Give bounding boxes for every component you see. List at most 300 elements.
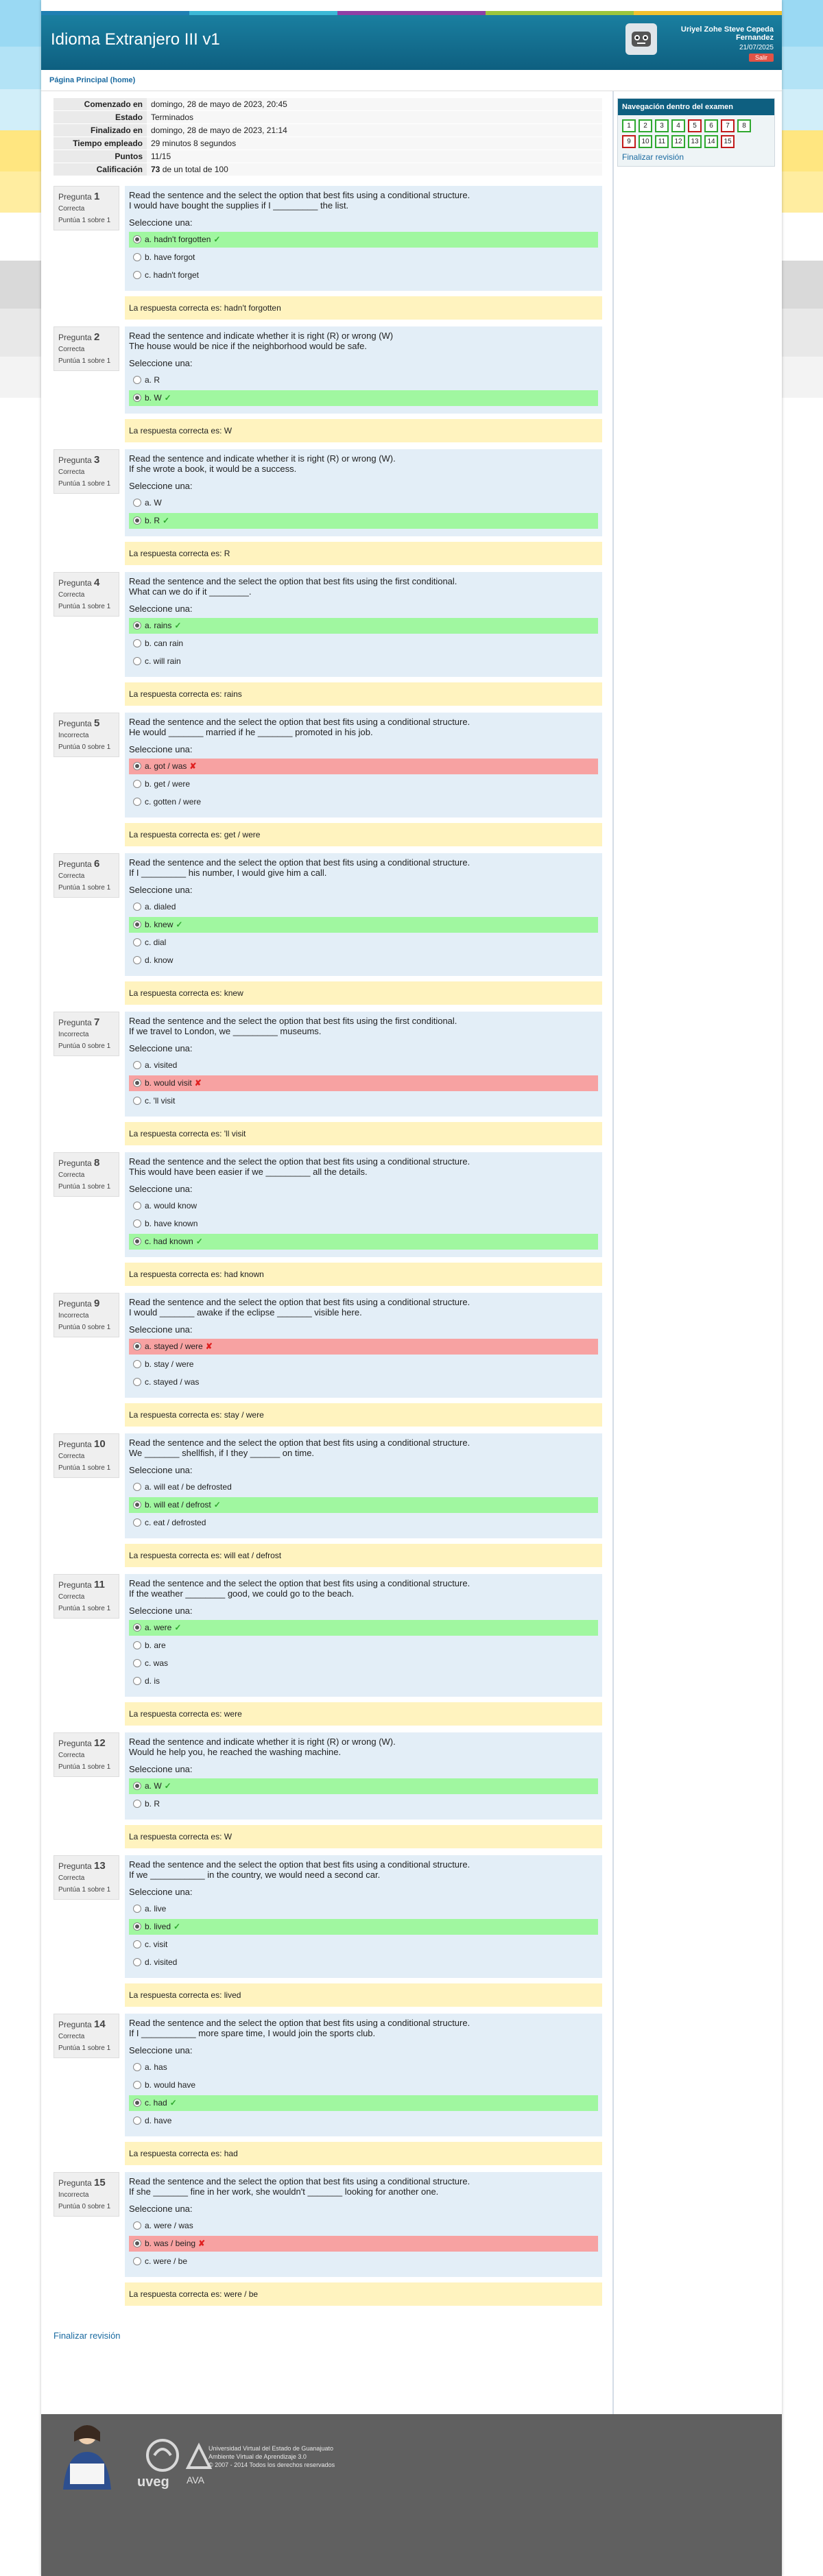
nav-question-12[interactable]: 12 <box>671 135 685 148</box>
column-divider <box>612 91 614 2495</box>
select-one-label: Seleccione una: <box>129 1465 193 1475</box>
answer-option[interactable] <box>129 250 598 265</box>
question-number-value: 14 <box>94 2018 106 2030</box>
question-info <box>53 1152 119 1197</box>
question-prompt <box>129 331 598 351</box>
radio-icon[interactable] <box>133 639 141 647</box>
radio-icon[interactable] <box>133 1079 141 1087</box>
answer-option[interactable] <box>129 1198 598 1214</box>
correct-answer-feedback <box>125 296 602 320</box>
radio-icon[interactable] <box>133 499 141 507</box>
select-one-label: Seleccione una: <box>129 604 193 614</box>
radio-icon[interactable] <box>133 1342 141 1350</box>
question-state: Correcta <box>58 1593 85 1601</box>
question-number <box>58 1860 119 1872</box>
answer-option-label: d. is <box>145 1676 160 1686</box>
question-prompt <box>129 190 598 211</box>
radio-icon[interactable] <box>133 235 141 243</box>
answer-option-label: c. had known <box>145 1237 193 1246</box>
question-grade: Puntúa 1 sobre 1 <box>58 1605 111 1612</box>
radio-icon[interactable] <box>133 956 141 964</box>
question-instruction: Read the sentence and the select the option that best fits using a conditional structure. <box>129 2176 470 2186</box>
answer-option[interactable] <box>129 2254 598 2269</box>
correct-answer-value: will eat / defrost <box>224 1551 282 1560</box>
answer-option[interactable] <box>129 1234 598 1250</box>
question-number <box>58 1579 119 1590</box>
question-word: Pregunta <box>58 333 92 342</box>
question-state: Correcta <box>58 1874 85 1882</box>
footer-line-1: Universidad Virtual del Estado de Guanajuato <box>208 2445 333 2452</box>
question-grade: Puntúa 1 sobre 1 <box>58 1763 111 1771</box>
question-prompt <box>129 1578 598 1599</box>
question-number-value: 11 <box>94 1579 105 1590</box>
question-sentence: If the weather ________ good, we could go to the beach. <box>129 1588 355 1599</box>
question-formulation <box>125 2014 602 2136</box>
radio-icon[interactable] <box>133 2116 141 2125</box>
correct-answer-prefix: La respuesta correcta es: <box>129 303 224 313</box>
answer-option-label: c. was <box>145 1658 169 1668</box>
answer-option-label: a. R <box>145 375 160 385</box>
question-info <box>53 1855 119 1900</box>
answer-option-label: b. lived <box>145 1922 171 1931</box>
radio-icon[interactable] <box>133 1061 141 1069</box>
question-state: Correcta <box>58 872 85 880</box>
radio-icon[interactable] <box>133 2063 141 2071</box>
question-10 <box>53 1433 608 1567</box>
radio-icon[interactable] <box>133 1940 141 1948</box>
radio-icon[interactable] <box>133 920 141 929</box>
radio-icon[interactable] <box>133 2081 141 2089</box>
question-info <box>53 186 119 230</box>
answer-option[interactable] <box>129 2218 598 2234</box>
question-grade: Puntúa 1 sobre 1 <box>58 1183 111 1191</box>
question-content <box>125 713 602 846</box>
answer-option-label: b. have forgot <box>145 252 195 262</box>
question-word: Pregunta <box>58 1440 92 1449</box>
radio-icon[interactable] <box>133 253 141 261</box>
correct-answer-prefix: La respuesta correcta es: <box>129 830 224 839</box>
question-number-value: 1 <box>94 191 100 202</box>
answer-option[interactable] <box>129 794 598 810</box>
nav-question-2[interactable]: 2 <box>639 119 652 132</box>
question-word: Pregunta <box>58 859 92 869</box>
sidebar-finish-review-link[interactable]: Finalizar revisión <box>622 152 684 162</box>
question-number <box>58 2018 119 2030</box>
answer-option[interactable] <box>129 1778 598 1794</box>
nav-question-1[interactable]: 1 <box>622 119 636 132</box>
answer-option[interactable] <box>129 776 598 792</box>
radio-icon[interactable] <box>133 1237 141 1245</box>
question-content <box>125 1732 602 1848</box>
answer-option[interactable] <box>129 1216 598 1232</box>
question-number <box>58 1438 119 1450</box>
nav-question-5[interactable]: 5 <box>688 119 702 132</box>
summary-label: Calificación <box>53 163 147 176</box>
radio-icon[interactable] <box>133 1501 141 1509</box>
correct-answer-value: W <box>224 426 232 436</box>
radio-icon[interactable] <box>133 2257 141 2265</box>
quiz-navigation-block <box>617 98 775 167</box>
radio-icon[interactable] <box>133 938 141 946</box>
select-one-label: Seleccione una: <box>129 1324 193 1335</box>
answer-option[interactable] <box>129 917 598 933</box>
radio-icon[interactable] <box>133 1202 141 1210</box>
summary-value: 29 minutos 8 segundos <box>147 137 602 150</box>
quiz-navigation-title: Navegación dentro del examen <box>618 99 774 115</box>
answer-option[interactable] <box>129 1515 598 1531</box>
question-number <box>58 1016 119 1028</box>
nav-question-9[interactable]: 9 <box>622 135 636 148</box>
question-instruction: Read the sentence and the select the option that best fits using a conditional structure. <box>129 2018 470 2028</box>
radio-icon[interactable] <box>133 271 141 279</box>
question-sentence: If she wrote a book, it would be a success. <box>129 464 297 474</box>
radio-icon[interactable] <box>133 2239 141 2247</box>
question-number-value: 9 <box>94 1298 100 1309</box>
question-formulation <box>125 1293 602 1398</box>
question-14 <box>53 2014 608 2165</box>
radio-icon[interactable] <box>133 780 141 788</box>
correct-answer-feedback <box>125 823 602 846</box>
answer-option[interactable] <box>129 618 598 634</box>
question-formulation <box>125 572 602 677</box>
question-number-value: 2 <box>94 331 100 343</box>
nav-question-15[interactable]: 15 <box>721 135 735 148</box>
correct-answer-prefix: La respuesta correcta es: <box>129 2149 224 2158</box>
logout-button[interactable]: Salir <box>749 53 774 62</box>
correct-answer-value: were / be <box>224 2289 259 2299</box>
answer-option[interactable] <box>129 2095 598 2111</box>
question-formulation <box>125 186 602 291</box>
nav-question-6[interactable]: 6 <box>704 119 718 132</box>
question-content <box>125 1574 602 1726</box>
question-instruction: Read the sentence and the select the option that best fits using a conditional structure. <box>129 190 470 200</box>
question-state: Correcta <box>58 1171 85 1179</box>
radio-icon[interactable] <box>133 1659 141 1667</box>
check-icon: ✓ <box>176 920 183 929</box>
answer-option-label: a. visited <box>145 1060 178 1070</box>
radio-icon[interactable] <box>133 394 141 402</box>
question-sentence: I would _______ awake if the eclipse _______ visible here. <box>129 1307 362 1317</box>
answer-option-label: a. rains <box>145 621 172 630</box>
answer-option-label: b. would visit <box>145 1078 192 1088</box>
answer-option-label: b. have known <box>145 1219 198 1228</box>
uveg-logo-text: uveg <box>137 2474 169 2490</box>
answer-option[interactable] <box>129 1638 598 1654</box>
question-sentence: He would _______ married if he _______ promoted in his job. <box>129 727 373 737</box>
question-sentence: If we travel to London, we _________ museums. <box>129 1026 322 1036</box>
answer-option[interactable] <box>129 372 598 388</box>
current-date: 21/07/2025 <box>739 44 774 51</box>
radio-icon[interactable] <box>133 1518 141 1527</box>
answer-option[interactable] <box>129 1357 598 1372</box>
correct-answer-value: W <box>224 1832 232 1841</box>
summary-value: 73 de un total de 100 <box>147 163 602 176</box>
question-9 <box>53 1293 608 1427</box>
answer-option[interactable] <box>129 1479 598 1495</box>
nav-question-8[interactable]: 8 <box>737 119 751 132</box>
check-icon: ✓ <box>164 1781 171 1791</box>
nav-question-14[interactable]: 14 <box>704 135 718 148</box>
radio-icon[interactable] <box>133 798 141 806</box>
question-state: Correcta <box>58 1752 85 1759</box>
answer-option[interactable] <box>129 1497 598 1513</box>
correct-answer-feedback <box>125 419 602 442</box>
correct-answer-prefix: La respuesta correcta es: <box>129 988 224 998</box>
radio-icon[interactable] <box>133 657 141 665</box>
question-formulation <box>125 1433 602 1538</box>
answer-option[interactable] <box>129 513 598 529</box>
radio-icon[interactable] <box>133 1800 141 1808</box>
answer-option-label: a. were <box>145 1623 172 1632</box>
radio-icon[interactable] <box>133 1641 141 1649</box>
footer-text <box>208 2444 335 2469</box>
question-number <box>58 1737 119 1749</box>
select-one-label: Seleccione una: <box>129 1764 193 1774</box>
check-icon: ✓ <box>169 2098 177 2108</box>
correct-answer-value: hadn't forgotten <box>224 303 281 313</box>
question-info <box>53 1433 119 1478</box>
question-content <box>125 1855 602 2007</box>
question-grade: Puntúa 1 sobre 1 <box>58 1886 111 1894</box>
question-grade: Puntúa 0 sobre 1 <box>58 2203 111 2210</box>
correct-answer-prefix: La respuesta correcta es: <box>129 549 224 558</box>
cross-icon: ✘ <box>194 1078 202 1088</box>
answer-option-label: b. would have <box>145 2080 196 2090</box>
question-instruction: Read the sentence and indicate whether it is right (R) or wrong (W) <box>129 331 394 341</box>
question-prompt <box>129 576 598 597</box>
correct-answer-feedback <box>125 542 602 565</box>
question-prompt <box>129 1297 598 1317</box>
answer-option-label: a. live <box>145 1904 167 1913</box>
summary-row <box>53 163 602 176</box>
answer-option[interactable] <box>129 2236 598 2252</box>
cross-icon: ✘ <box>198 2239 206 2248</box>
correct-answer-prefix: La respuesta correcta es: <box>129 1990 224 2000</box>
answer-option[interactable] <box>129 1955 598 1970</box>
radio-icon[interactable] <box>133 1219 141 1228</box>
question-info <box>53 713 119 757</box>
ava-logo-text: AVA <box>187 2474 204 2485</box>
radio-icon[interactable] <box>133 1097 141 1105</box>
question-info <box>53 1012 119 1056</box>
question-3 <box>53 449 608 565</box>
correct-answer-prefix: La respuesta correcta es: <box>129 1129 224 1138</box>
page <box>41 0 782 2576</box>
question-prompt <box>129 857 598 878</box>
breadcrumb <box>41 70 782 91</box>
question-info <box>53 1732 119 1777</box>
answer-option[interactable] <box>129 759 598 774</box>
user-avatar-icon[interactable] <box>625 23 657 55</box>
radio-icon[interactable] <box>133 621 141 630</box>
answer-option[interactable] <box>129 1075 598 1091</box>
question-content <box>125 326 602 442</box>
radio-icon[interactable] <box>133 1958 141 1966</box>
answer-option[interactable] <box>129 1058 598 1073</box>
correct-answer-prefix: La respuesta correcta es: <box>129 2289 224 2299</box>
radio-icon[interactable] <box>133 1677 141 1685</box>
nav-question-11[interactable]: 11 <box>655 135 669 148</box>
question-formulation <box>125 1574 602 1697</box>
select-one-label: Seleccione una: <box>129 1887 193 1897</box>
correct-answer-prefix: La respuesta correcta es: <box>129 1551 224 1560</box>
question-formulation <box>125 1152 602 1257</box>
question-word: Pregunta <box>58 719 92 728</box>
question-word: Pregunta <box>58 2020 92 2029</box>
question-word: Pregunta <box>58 578 92 588</box>
finish-review-link[interactable]: Finalizar revisión <box>53 2330 121 2341</box>
summary-label: Finalizado en <box>53 124 147 137</box>
quiz-navigation-grid <box>622 119 766 148</box>
answer-option-label: c. eat / defrosted <box>145 1518 206 1527</box>
correct-answer-feedback <box>125 1122 602 1145</box>
radio-icon[interactable] <box>133 516 141 525</box>
question-word: Pregunta <box>58 1739 92 1748</box>
question-number <box>58 577 119 588</box>
question-sentence: If we ___________ in the country, we would need a second car. <box>129 1870 381 1880</box>
user-name[interactable]: Uriyel Zohe Steve Cepeda Fernandez <box>680 25 774 42</box>
answer-option-label: d. visited <box>145 1957 178 1967</box>
answer-option[interactable] <box>129 1919 598 1935</box>
answer-option-label: a. got / was <box>145 761 187 771</box>
answer-option[interactable] <box>129 2113 598 2129</box>
question-word: Pregunta <box>58 2178 92 2188</box>
summary-value: domingo, 28 de mayo de 2023, 20:45 <box>147 98 602 111</box>
answer-option-label: b. get / were <box>145 779 191 789</box>
question-number-value: 3 <box>94 454 100 466</box>
correct-answer-value: had known <box>224 1269 264 1279</box>
answer-option-label: d. know <box>145 955 174 965</box>
question-15 <box>53 2172 608 2306</box>
nav-question-7[interactable]: 7 <box>721 119 735 132</box>
radio-icon[interactable] <box>133 2221 141 2230</box>
radio-icon[interactable] <box>133 762 141 770</box>
radio-icon[interactable] <box>133 1623 141 1632</box>
question-content <box>125 2014 602 2165</box>
answer-option-label: a. W <box>145 1781 162 1791</box>
footer <box>41 2414 782 2576</box>
question-number <box>58 331 119 343</box>
question-number <box>58 717 119 729</box>
answer-option[interactable] <box>129 495 598 511</box>
select-one-label: Seleccione una: <box>129 885 193 895</box>
answer-option[interactable] <box>129 636 598 652</box>
question-content <box>125 1433 602 1567</box>
footer-line-2: Ambiente Virtual de Aprendizaje 3.0 <box>208 2453 307 2460</box>
correct-answer-value: were <box>224 1709 242 1719</box>
answer-option[interactable] <box>129 232 598 248</box>
answer-option[interactable] <box>129 899 598 915</box>
sidebar <box>617 98 775 167</box>
question-instruction: Read the sentence and the select the option that best fits using a conditional structure. <box>129 717 470 727</box>
answer-option[interactable] <box>129 1339 598 1355</box>
nav-question-3[interactable]: 3 <box>655 119 669 132</box>
answer-option[interactable] <box>129 1656 598 1671</box>
radio-icon[interactable] <box>133 1922 141 1931</box>
question-word: Pregunta <box>58 192 92 202</box>
question-formulation <box>125 2172 602 2277</box>
question-prompt <box>129 453 598 474</box>
answer-option[interactable] <box>129 1673 598 1689</box>
summary-row <box>53 98 602 111</box>
answer-option[interactable] <box>129 1374 598 1390</box>
cross-icon: ✘ <box>189 761 197 771</box>
breadcrumb-home-link[interactable]: Página Principal (home) <box>49 76 136 84</box>
answer-option-label: a. stayed / were <box>145 1341 203 1351</box>
answer-option[interactable] <box>129 953 598 968</box>
select-one-label: Seleccione una: <box>129 2045 193 2055</box>
radio-icon[interactable] <box>133 1905 141 1913</box>
radio-icon[interactable] <box>133 1360 141 1368</box>
answer-option[interactable] <box>129 390 598 406</box>
question-info <box>53 326 119 371</box>
summary-label: Estado <box>53 111 147 124</box>
answer-option[interactable] <box>129 1937 598 1953</box>
question-word: Pregunta <box>58 1580 92 1590</box>
select-one-label: Seleccione una: <box>129 1606 193 1616</box>
radio-icon[interactable] <box>133 903 141 911</box>
answer-option[interactable] <box>129 1093 598 1109</box>
nav-question-13[interactable]: 13 <box>688 135 702 148</box>
question-state: Incorrecta <box>58 732 89 739</box>
correct-answer-value: get / were <box>224 830 261 839</box>
question-number-value: 7 <box>94 1016 100 1028</box>
correct-answer-feedback <box>125 1825 602 1848</box>
question-grade: Puntúa 0 sobre 1 <box>58 1324 111 1331</box>
answer-option[interactable] <box>129 2060 598 2075</box>
radio-icon[interactable] <box>133 1378 141 1386</box>
answer-option[interactable] <box>129 1620 598 1636</box>
answer-option-label: a. W <box>145 498 162 508</box>
question-state: Correcta <box>58 205 85 213</box>
answer-option-label: d. have <box>145 2116 172 2125</box>
question-grade: Puntúa 1 sobre 1 <box>58 603 111 610</box>
question-formulation <box>125 1012 602 1117</box>
answer-option[interactable] <box>129 2077 598 2093</box>
correct-answer-feedback <box>125 1544 602 1567</box>
answer-option[interactable] <box>129 654 598 669</box>
answer-option[interactable] <box>129 935 598 951</box>
answer-option[interactable] <box>129 267 598 283</box>
summary-value: domingo, 28 de mayo de 2023, 21:14 <box>147 124 602 137</box>
correct-answer-value: rains <box>224 689 242 699</box>
check-icon: ✓ <box>164 393 171 403</box>
question-word: Pregunta <box>58 1158 92 1168</box>
question-number-value: 10 <box>94 1438 106 1450</box>
question-instruction: Read the sentence and the select the option that best fits using the first conditional. <box>129 576 457 586</box>
answer-option[interactable] <box>129 1901 598 1917</box>
summary-label: Puntos <box>53 150 147 163</box>
uveg-logo-icon <box>142 2435 183 2476</box>
radio-icon[interactable] <box>133 376 141 384</box>
nav-question-10[interactable]: 10 <box>639 135 652 148</box>
correct-answer-feedback <box>125 1263 602 1286</box>
question-grade: Puntúa 1 sobre 1 <box>58 1464 111 1472</box>
answer-option[interactable] <box>129 1796 598 1812</box>
question-number <box>58 1157 119 1169</box>
radio-icon[interactable] <box>133 1483 141 1491</box>
question-word: Pregunta <box>58 455 92 465</box>
nav-question-4[interactable]: 4 <box>671 119 685 132</box>
question-number <box>58 1298 119 1309</box>
radio-icon[interactable] <box>133 2099 141 2107</box>
answer-option-label: a. dialed <box>145 902 176 911</box>
answer-option-label: a. will eat / be defrosted <box>145 1482 232 1492</box>
question-formulation <box>125 1855 602 1978</box>
radio-icon[interactable] <box>133 1782 141 1790</box>
question-content <box>125 1152 602 1286</box>
select-one-label: Seleccione una: <box>129 1184 193 1194</box>
